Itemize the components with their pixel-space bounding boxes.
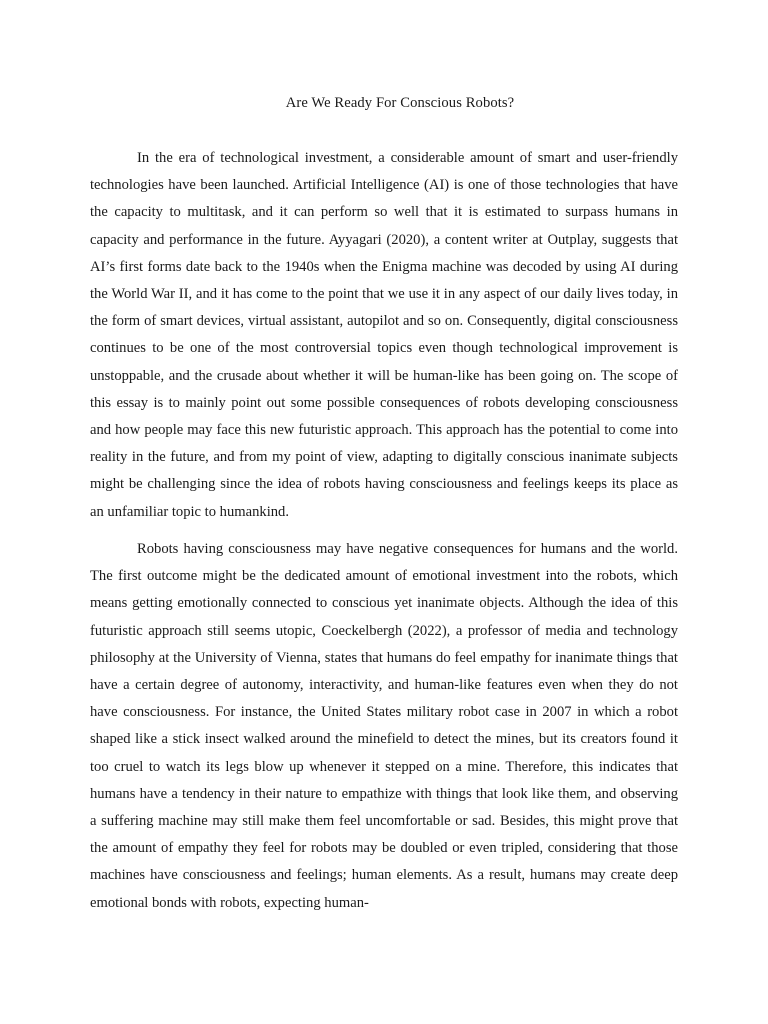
paragraph-1: In the era of technological investment, a considerable amount of smart and user-friendly technologies have been launched. Artificial Intelligence (AI) is one of those technologies that have the capacity to multitask, and it can perform so well that it is estimated to surpass humans in capacity and performance in the future. Ayyagari (2020), a content writer at Outplay, suggests that AI’s first forms date back to the 1940s when the Enigma machine was decoded by using AI during the World War II, and it has come to the point that we use it in any aspect of our daily lives today, in the form of smart devices, virtual assistant, autopilot and so on. Consequently, digital consciousness continues to be one of the most controversial topics even though technological improvement is unstoppable, and the crusade about whether it will be human-like has been going on. The scope of this essay is to mainly point out some possible consequences of robots developing consciousness and how people may face this new futuristic approach. This approach has the potential to come into reality in the future, and from my point of view, adapting to digitally conscious inanimate subjects might be challenging since the idea of robots having consciousness and feelings keeps its place as an unfamiliar topic to humankind. — [90, 150, 678, 520]
document-title: Are We Ready For Conscious Robots? — [285, 95, 515, 111]
paragraph-2: Robots having consciousness may have negative consequences for humans and the world. The first outcome might be the dedicated amount of emotional investment into the robots, which means getting emotionally connected to conscious yet inanimate objects. Although the idea of this futuristic approach still seems utopic, Coeckelbergh (2022), a professor of media and technology philosophy at the University of Vienna, states that humans do feel empathy for inanimate things that have a certain degree of autonomy, interactivity, and human-like features even when they do not have consciousness. For instance, the United States military robot case in 2007 in which a robot shaped like a stick insect walked around the minefield to detect the mines, but its creators found it too cruel to watch its legs blow up whenever it stepped on a mine. Therefore, this indicates that humans have a tendency in their nature to empathize with things that look like them, and observing a suffering machine may still make them feel uncomfortable or sad. Besides, this might prove that the amount of empathy they feel for robots may be doubled or even tripled, considering that those machines have consciousness and feelings; human elements. As a result, humans may create deep emotional bonds with robots, expecting human- — [90, 541, 678, 911]
